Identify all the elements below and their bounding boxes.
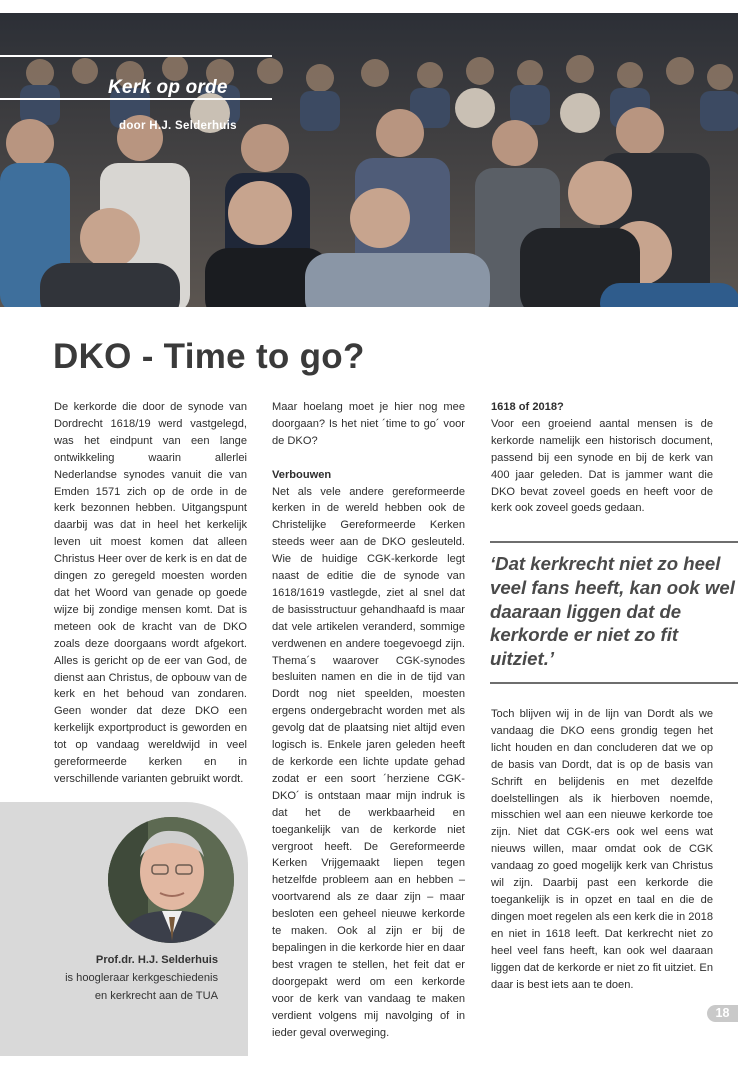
author-byline: door H.J. Selderhuis [119,120,237,132]
body-paragraph: Net als vele andere gereformeerde kerken in de wereld hebben ook de Christelijke Gereformeerde Kerken steeds weer aan de DKO gesleuteld. Wie de huidige CGK-kerkorde legt naast de editie die de synode van 1618/1619 vastlegde, ziet al snel dat de basisstructuur gehandhaafd is maar dat vele artikelen veranderd, sommige verdwenen en andere toegevoegd zijn. Thema´s waarover CGK-synodes besluiten namen en die in de tijd van Dordt nog niet speelden, moesten ergens ondergebracht worden met als gevolg dat de plaatsing niet altijd even logisch is. Enkele jaren geleden heeft de kerkorde een lichte update gehad zodat er een soort ´herziene CGK-DKO´ is ontstaan maar mijn indruk is dat het de werkbaarheid en toegankelijk van de kerkorde niet vergroot heeft. De Gereformeerde Kerken Vrijgemaakt liepen tegen hetzelfde probleem aan en hebben – voortvarend als ze daar zijn – maar besloten een geheel nieuwe kerkorde te maken. Ook al zijn er bij de bepalingen in die kerkorde hier en daar best vragen te stellen, het feit dat er doorgepakt werd om een kerkorde voor de kerk van vandaag te maken verdient volgens mij navolging of in ieder geval overweging. [272,485,465,1039]
subheading-1618-of-2018: 1618 of 2018? [491,401,564,413]
rubric-top-line [0,55,272,57]
author-role-line-2: en kerkrecht aan de TUA [94,990,218,1002]
column-3-top [491,399,713,517]
audience-illustration [0,13,738,307]
body-paragraph: Voor een groeiend aantal mensen is de kerkorde namelijk een historisch document, passend bij een synode en bij de kerk van 400 jaar geleden. Dat is jammer want die DKO bevat zoveel goeds en heeft voor de kerk ook zoveel goeds gedaan. [491,417,713,515]
pullquote-bottom-rule [490,682,738,684]
article-title: DKO - Time to go? [53,337,365,376]
hero-photo [0,13,738,307]
section-rubric: Kerk op orde [108,77,228,98]
author-role-line-1: is hoogleraar kerkgeschiedenis [65,972,218,984]
body-paragraph: Toch blijven wij in de lijn van Dordt als we vandaag die DKO eens grondig tegen het licht houden en dan concluderen dat we op de basis van Dordt, dat is op de basis van Schrift en belijdenis en met dezelfde doelstellingen als ik hierboven noemde, misschien wel aan een nieuwe kerkorde toe zijn. Niet dat CGK-ers ook wel eens wat nieuws willen, maar omdat ook de CGK vandaag zo goed mogelijk kerk van Christus wil zijn. Daarbij past een kerkorde die toegankelijk is in opzet en taal en die de dingen moet regelen als een kerk die in 2018 en niet in 1618 leeft. Dat kerkrecht niet zo heel veel fans heeft, kan ook wel daaraan liggen dat de kerkorde er niet zo fit uitziet. En daar is best iets aan te doen. [491,708,713,991]
column-2 [272,399,465,1041]
author-photo [108,817,234,943]
pull-quote: ‘Dat kerkrecht niet zo heel veel fans heeft, kan ook wel daaraan liggen dat de kerkorde er niet zo fit uitziet.’ [490,553,735,670]
column-1 [54,399,247,788]
body-paragraph: Maar hoelang moet je hier nog mee doorgaan? Is het niet ´time to go´ voor de DKO? [272,401,465,447]
author-portrait-icon [108,817,234,943]
page-number: 18 [707,1005,738,1022]
pullquote-top-rule [490,541,738,543]
column-3-bottom [491,706,713,993]
author-name: Prof.dr. H.J. Selderhuis [95,954,218,966]
subheading-verbouwen: Verbouwen [272,468,332,481]
body-paragraph: De kerkorde die door de synode van Dordrecht 1618/19 werd vastgelegd, was het eindpunt van een lange ontwikkeling waarin allerlei Nederlandse synodes vanuit die van Emden 1571 zich op de orde in de kerk bezonnen hebben. Uitgangspunt daarbij was dat in heel het kerkelijk leven uit moest komen dat alleen Christus Heer over de kerk is en dat de dingen zo geregeld moesten worden dat het Woord van genade op goede wijze bij zondige mensen komt. Dat is meteen ook de kracht van de DKO zoals deze doorgaans wordt afgekort. Alles is gericht op de eer van God, de dienst aan Christus, de opbouw van de kerk en het behoud van zondaren. Geen wonder dat deze DKO een kerkelijk exportproduct is geworden en tot op vandaag wereldwijd in veel gereformeerde kerken en in verschillende varianten gebruikt wordt. [54,401,247,785]
